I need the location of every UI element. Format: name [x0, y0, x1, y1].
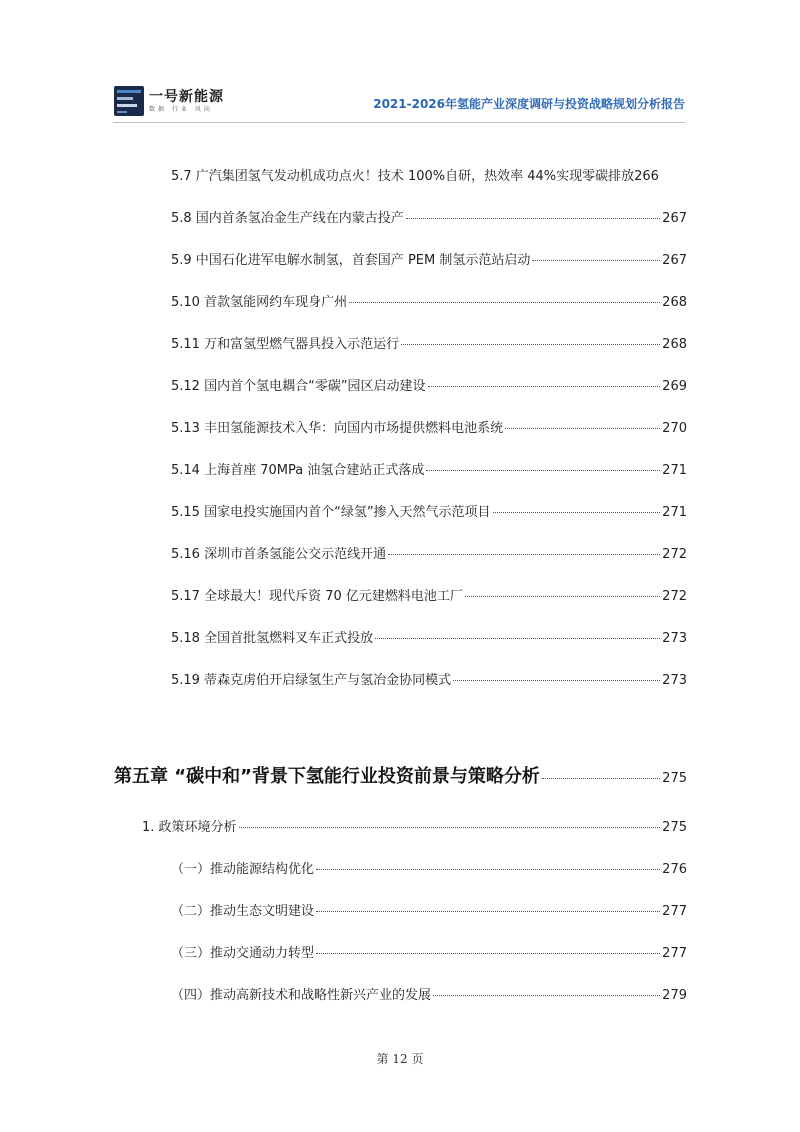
- dot-leader: [375, 638, 660, 639]
- toc-entry-label: 5.17 全球最大！现代斥资 70 亿元建燃料电池工厂: [171, 589, 463, 604]
- dot-leader: [316, 869, 660, 870]
- toc-entry-page: 268: [662, 337, 687, 352]
- logo-icon: [114, 86, 144, 116]
- toc-entry-5-8[interactable]: [171, 207, 687, 227]
- toc-entry-5-7[interactable]: [171, 165, 687, 185]
- toc-entry-label: 5.11 万和富氢型燃气器具投入示范运行: [171, 337, 400, 352]
- toc-entry-page: 272: [662, 547, 687, 562]
- toc-entry-5-10[interactable]: [171, 291, 687, 311]
- dot-leader: [388, 554, 660, 555]
- toc-entry-page: 271: [662, 463, 687, 478]
- dot-leader: [465, 596, 660, 597]
- toc-entry-sub-3[interactable]: [171, 942, 687, 962]
- logo-tagline: 数据 行业 风向: [149, 105, 213, 113]
- toc-entry-label: 5.9 中国石化进军电解水制氢，首套国产 PEM 制氢示范站启动: [171, 253, 531, 268]
- toc-entry-page: 272: [662, 589, 687, 604]
- toc-entry-page: 279: [662, 988, 687, 1003]
- toc-entry-label: 5.15 国家电投实施国内首个“绿氢”掺入天然气示范项目: [171, 505, 491, 520]
- dot-leader: [453, 680, 660, 681]
- toc-entry-sub-2[interactable]: [171, 900, 687, 920]
- toc-entry-page: 275: [662, 771, 687, 786]
- dot-leader: [493, 512, 661, 513]
- toc-entry-label: 5.8 国内首条氢冶金生产线在内蒙古投产: [171, 211, 404, 226]
- toc-entry-5-19[interactable]: [171, 669, 687, 689]
- toc-entry-page: 277: [662, 904, 687, 919]
- dot-leader: [426, 470, 660, 471]
- toc-entry-label: 5.13 丰田氢能源技术入华：向国内市场提供燃料电池系统: [171, 421, 504, 436]
- dot-leader: [406, 218, 660, 219]
- toc-entry-5-18[interactable]: [171, 627, 687, 647]
- toc-entry-label: （二）推动生态文明建设: [171, 904, 315, 919]
- toc-entry-label: （三）推动交通动力转型: [171, 946, 315, 961]
- toc-entry-label: 5.7 广汽集团氢气发动机成功点火！技术 100%自研，热效率 44%实现零碳排放: [171, 169, 635, 184]
- dot-leader: [428, 386, 661, 387]
- toc-entry-page: 273: [662, 631, 687, 646]
- toc-entry-page: 277: [662, 946, 687, 961]
- toc-entry-page: 273: [662, 673, 687, 688]
- toc-entry-label: （一）推动能源结构优化: [171, 862, 315, 877]
- toc-entry-5-16[interactable]: [171, 543, 687, 563]
- toc-entry-5-15[interactable]: [171, 501, 687, 521]
- toc-entry-label: 5.18 全国首批氢燃料叉车正式投放: [171, 631, 374, 646]
- toc-entry-5-14[interactable]: [171, 459, 687, 479]
- dot-leader: [505, 428, 660, 429]
- toc-entry-page: 267: [662, 211, 687, 226]
- toc-entry-page: 268: [662, 295, 687, 310]
- toc-entry-5-13[interactable]: [171, 417, 687, 437]
- dot-leader: [401, 344, 660, 345]
- dot-leader: [433, 995, 660, 996]
- toc-entry-label: 5.12 国内首个氢电耦合“零碳”园区启动建设: [171, 379, 426, 394]
- chapter-title: 第五章 “碳中和”背景下氢能行业投资前景与策略分析: [114, 766, 540, 787]
- toc-entry-label: 5.19 蒂森克虏伯开启绿氢生产与氢冶金协同模式: [171, 673, 452, 688]
- toc-entry-page: 267: [662, 253, 687, 268]
- toc-entry-page: 275: [662, 820, 687, 835]
- dot-leader: [532, 260, 660, 261]
- dot-leader: [349, 302, 660, 303]
- toc-entry-page: 271: [662, 505, 687, 520]
- toc-entry-label: 1. 政策环境分析: [142, 820, 237, 835]
- toc-entry-page: 269: [662, 379, 687, 394]
- dot-leader: [239, 827, 661, 828]
- toc-entry-sub-4[interactable]: [171, 984, 687, 1004]
- brand-logo: [114, 86, 224, 116]
- toc-entry-5-17[interactable]: [171, 585, 687, 605]
- toc-entry-5-12[interactable]: [171, 375, 687, 395]
- header-divider: [113, 122, 685, 123]
- toc-entry-page: 266: [634, 169, 659, 184]
- toc-entry-page: 276: [662, 862, 687, 877]
- logo-name: 一号新能源: [149, 88, 224, 105]
- toc-entry-label: （四）推动高新技术和战略性新兴产业的发展: [171, 988, 432, 1003]
- toc-entry-policy[interactable]: [142, 816, 687, 836]
- dot-leader: [316, 911, 660, 912]
- dot-leader: [542, 778, 660, 779]
- toc-entry-sub-1[interactable]: [171, 858, 687, 878]
- toc-entry-label: 5.10 首款氢能网约车现身广州: [171, 295, 348, 310]
- toc-entry-page: 270: [662, 421, 687, 436]
- page-number: 第 12 页: [376, 1052, 424, 1066]
- toc-entry-label: 5.16 深圳市首条氢能公交示范线开通: [171, 547, 387, 562]
- toc-entry-5-9[interactable]: [171, 249, 687, 269]
- page-header: [0, 0, 800, 130]
- toc-entry-5-11[interactable]: [171, 333, 687, 353]
- toc-entry-label: 5.14 上海首座 70MPa 油氢合建站正式落成: [171, 463, 425, 478]
- report-title: 2021-2026年氢能产业深度调研与投资战略规划分析报告: [373, 97, 685, 111]
- dot-leader: [316, 953, 660, 954]
- toc-chapter-5[interactable]: [114, 762, 687, 788]
